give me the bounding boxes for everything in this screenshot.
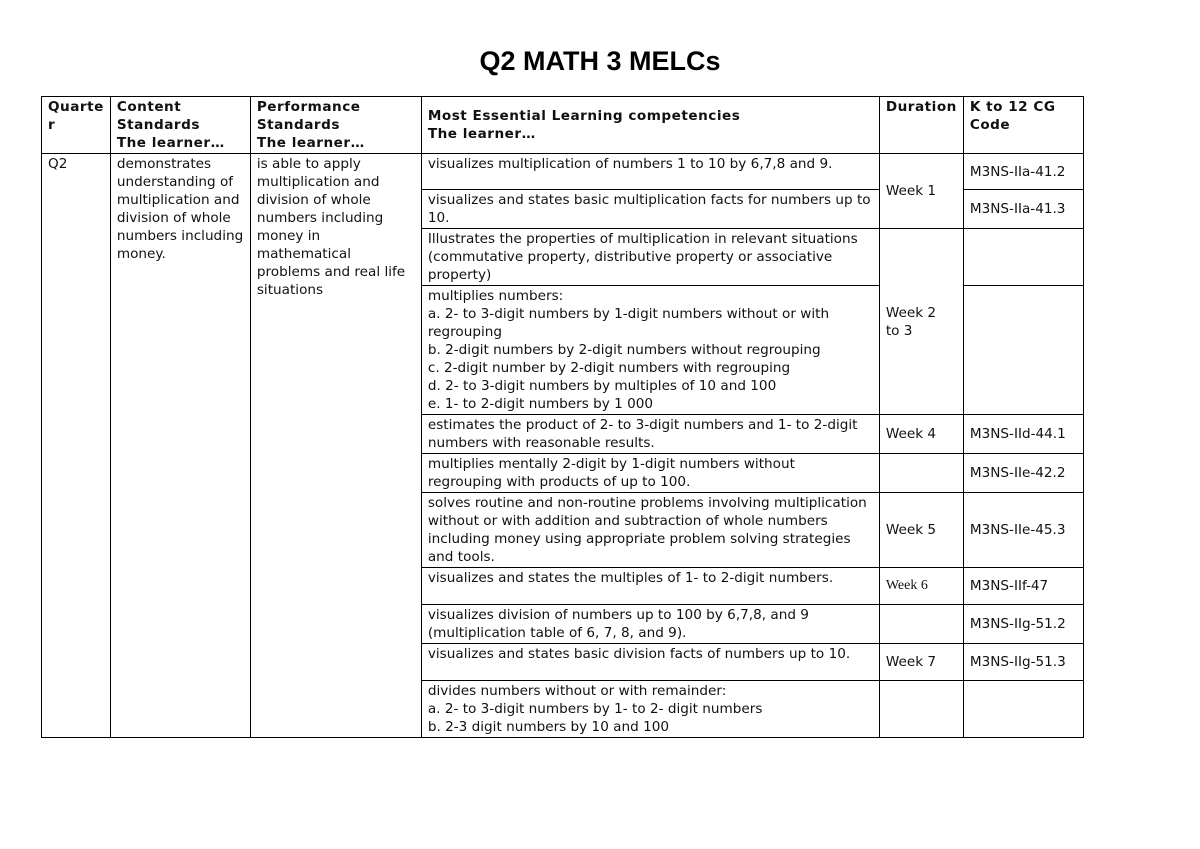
performance-standard-cell: is able to apply multiplication and division of whole numbers including money in mathematical problems and real life situations — [250, 154, 421, 738]
melc-cell: visualizes and states basic division facts of numbers up to 10. — [421, 644, 879, 681]
header-quarter: Quarte r — [42, 97, 111, 154]
duration-cell — [879, 454, 963, 493]
code-cell — [963, 229, 1083, 286]
header-performance-standards: Performance Standards The learner… — [250, 97, 421, 154]
duration-cell: Week 6 — [879, 568, 963, 605]
duration-cell: Week 7 — [879, 644, 963, 681]
melc-cell: visualizes and states basic multiplication facts for numbers up to 10. — [421, 190, 879, 229]
table-header-row — [42, 97, 1084, 154]
content-standard-cell: demonstrates understanding of multiplication and division of whole numbers including money. — [110, 154, 250, 738]
duration-cell: Week 4 — [879, 415, 963, 454]
code-cell — [963, 286, 1083, 415]
table-row — [42, 154, 1084, 190]
header-duration: Duration — [879, 97, 963, 154]
quarter-cell: Q2 — [42, 154, 111, 738]
code-cell: M3NS-IIe-45.3 — [963, 493, 1083, 568]
document-title: Q2 MATH 3 MELCs — [479, 46, 721, 76]
duration-cell: Week 5 — [879, 493, 963, 568]
melc-cell: Illustrates the properties of multiplication in relevant situations (commutative property, distributive property or associative property) — [421, 229, 879, 286]
melc-cell: visualizes division of numbers up to 100 by 6,7,8, and 9 (multiplication table of 6, 7, 8, and 9). — [421, 605, 879, 644]
header-content-standards: Content Standards The learner… — [110, 97, 250, 154]
code-cell: M3NS-IIg-51.2 — [963, 605, 1083, 644]
duration-cell: Week 1 — [879, 154, 963, 229]
code-cell — [963, 681, 1083, 738]
duration-cell: Week 2 to 3 — [879, 229, 963, 415]
duration-cell — [879, 681, 963, 738]
code-cell: M3NS-IIa-41.2 — [963, 154, 1083, 190]
melc-cell: visualizes multiplication of numbers 1 to 10 by 6,7,8 and 9. — [421, 154, 879, 190]
melc-cell: multiplies mentally 2-digit by 1-digit numbers without regrouping with products of up to 100. — [421, 454, 879, 493]
code-cell: M3NS-IIg-51.3 — [963, 644, 1083, 681]
code-cell: M3NS-IId-44.1 — [963, 415, 1083, 454]
duration-cell — [879, 605, 963, 644]
code-cell: M3NS-IIa-41.3 — [963, 190, 1083, 229]
header-code: K to 12 CG Code — [963, 97, 1083, 154]
code-cell: M3NS-IIe-42.2 — [963, 454, 1083, 493]
melc-table — [41, 96, 1084, 738]
melc-cell: divides numbers without or with remainder: a. 2- to 3-digit numbers by 1- to 2- digit numbers b. 2-3 digit numbers by 10 and 100 — [421, 681, 879, 738]
code-cell: M3NS-IIf-47 — [963, 568, 1083, 605]
melc-cell: solves routine and non-routine problems involving multiplication without or with addition and subtraction of whole numbers including money using appropriate problem solving strategies and tools. — [421, 493, 879, 568]
melc-cell: estimates the product of 2- to 3-digit numbers and 1- to 2-digit numbers with reasonable results. — [421, 415, 879, 454]
melc-cell: multiplies numbers: a. 2- to 3-digit numbers by 1-digit numbers without or with regrouping b. 2-digit numbers by 2-digit numbers without regrouping c. 2-digit number by 2-digit numbers with regrouping d. 2- to 3-digit numbers by multiples of 10 and 100 e. 1- to 2-digit numbers by 1 000 — [421, 286, 879, 415]
melc-cell: visualizes and states the multiples of 1- to 2-digit numbers. — [421, 568, 879, 605]
header-melc: Most Essential Learning competencies The learner… — [421, 97, 879, 154]
